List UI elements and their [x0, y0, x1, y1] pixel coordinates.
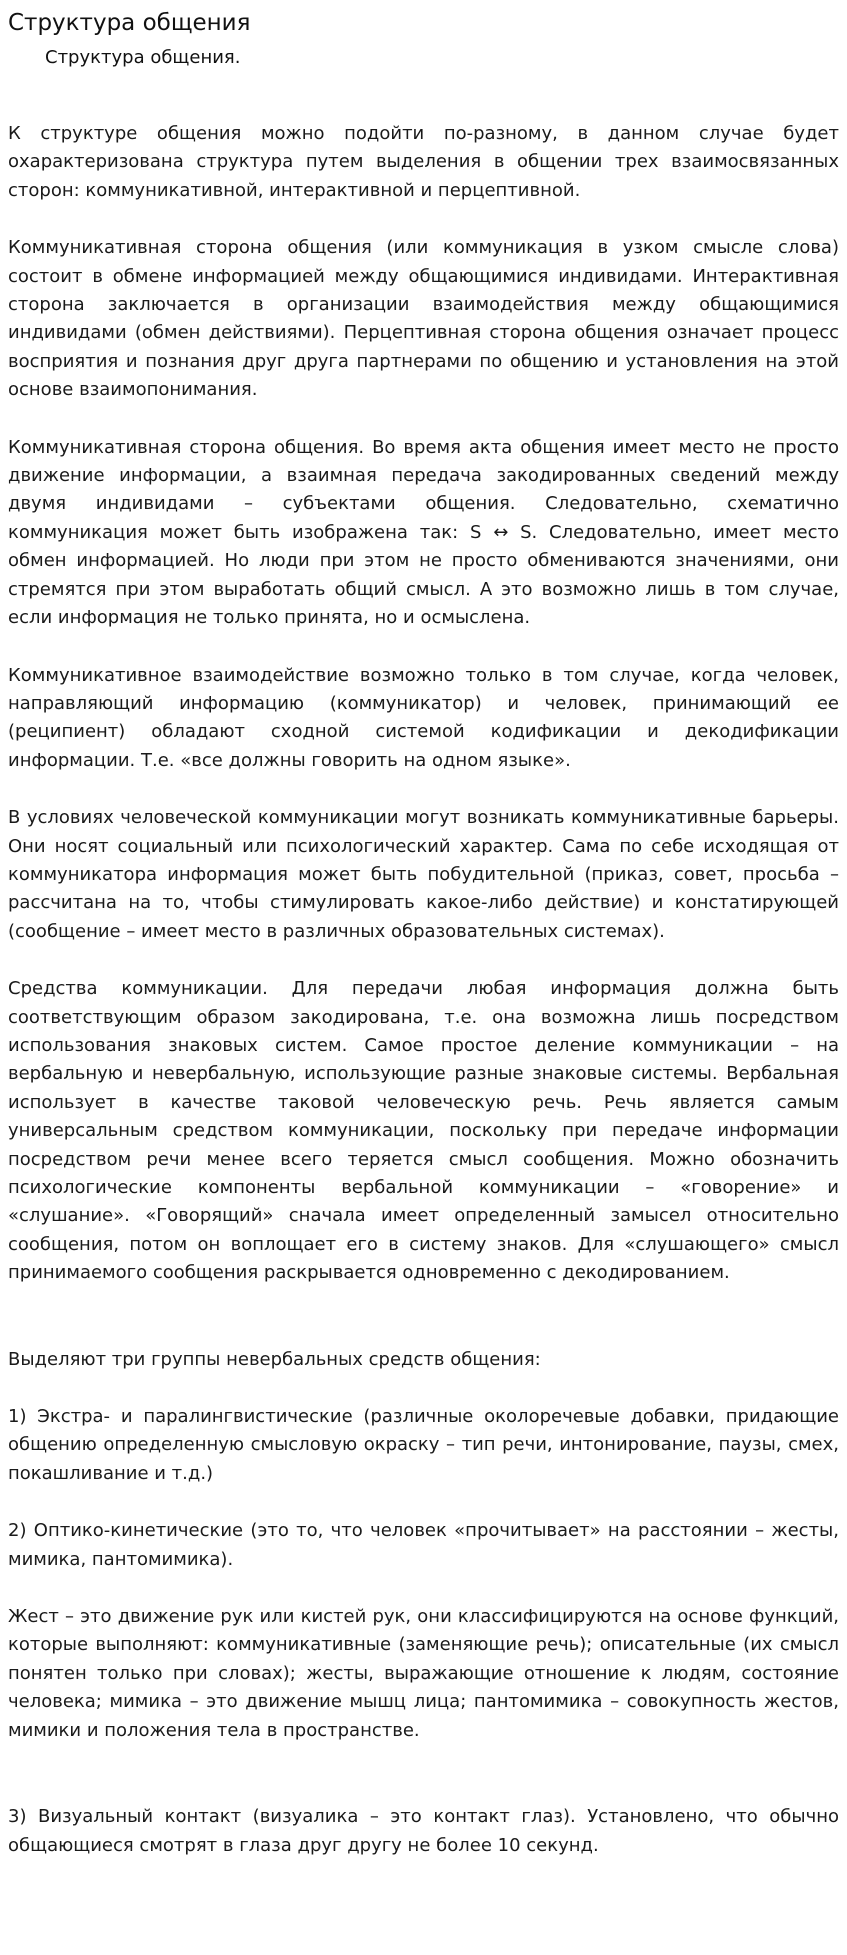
paragraph-sides: Коммуникативная сторона общения (или коммуникация в узком смысле слова) состоит в обмене информацией между общающимися индивидами. Интерактивная сторона заключается в организации взаимодействия между общающимися индивидами (обмен действиями). Перцептивная сторона общения означает процесс восприятия и познания друг друга партнерами по общению и установления на этой основе взаимопонимания.	[8, 237, 839, 401]
article-body	[8, 120, 839, 1860]
paragraph-gesture: Жест – это движение рук или кистей рук, они классифицируются на основе функций, которые выполняют: коммуникативные (заменяющие речь); описательные (их смысл понятен только при словах); жесты, выражающие отношение к людям, состояние человека; мимика – это движение мышц лица; пантомимика – совокупность жестов, мимики и положения тела в пространстве.	[8, 1606, 839, 1741]
paragraph-barriers: В условиях человеческой коммуникации могут возникать коммуникативные барьеры. Они носят социальный или психологический характер. Сама по себе исходящая от коммуникатора информация может быть побудительной (приказ, совет, просьба – рассчитана на то, чтобы стимулировать какое-либо действие) и констатирующей (сообщение – имеет место в различных образовательных системах).	[8, 807, 839, 942]
paragraph-communicative-side: Коммуникативная сторона общения. Во время акта общения имеет место не просто движение информации, а взаимная передача закодированных сведений между двумя индивидами – субъектами общения. Следовательно, схематично коммуникация может быть изображена так: S ↔ S. Следовательно, имеет место обмен информацией. Но люди при этом не просто обмениваются значениями, они стремятся при этом выработать общий смысл. А это возможно лишь в том случае, если информация не только принята, но и осмыслена.	[8, 436, 839, 629]
paragraph-interaction: Коммуникативное взаимодействие возможно только в том случае, когда человек, направляющий информацию (коммуникатор) и человек, принимающий ее (реципиент) обладают сходной системой кодификации и декодификации информации. Т.е. «все должны говорить на одном языке».	[8, 664, 839, 771]
page-subtitle: Структура общения.	[45, 47, 241, 68]
list-item-optical-kinetic: 2) Оптико-кинетические (это то, что человек «прочитывает» на расстоянии – жесты, мимика, пантомимика).	[8, 1520, 839, 1570]
paragraph-means: Средства коммуникации. Для передачи любая информация должна быть соответствующим образом закодирована, т.е. она возможна лишь посредством использования знаковых систем. Самое простое деление коммуникации – на вербальную и невербальную, использующие разные знаковые системы. Вербальная использует в качестве таковой человеческую речь. Речь является самым универсальным средством коммуникации, поскольку при передаче информации посредством речи менее всего теряется смысл сообщения. Можно обозначить психологические компоненты вербальной коммуникации – «говорение» и «слушание». «Говорящий» сначала имеет определенный замысел относительно сообщения, потом он воплощает его в систему знаков. Для «слушающего» смысл принимаемого сообщения раскрывается одновременно с декодированием.	[8, 978, 839, 1284]
list-item-paralinguistic: 1) Экстра- и паралингвистические (различные околоречевые добавки, придающие общению определенную смысловую окраску – тип речи, интонирование, паузы, смех, покашливание и т.д.)	[8, 1406, 839, 1484]
paragraph-nonverbal-groups: Выделяют три группы невербальных средств общения:	[8, 1348, 541, 1370]
paragraph-intro: К структуре общения можно подойти по-разному, в данном случае будет охарактеризована структура путем выделения в общении трех взаимосвязанных сторон: коммуникативной, интерактивной и перцептивной.	[8, 123, 839, 201]
page-title: Структура общения	[8, 10, 251, 36]
list-item-visual-contact: 3) Визуальный контакт (визуалика – это контакт глаз). Установлено, что обычно общающиеся смотрят в глаза друг другу не более 10 секунд.	[8, 1806, 839, 1856]
